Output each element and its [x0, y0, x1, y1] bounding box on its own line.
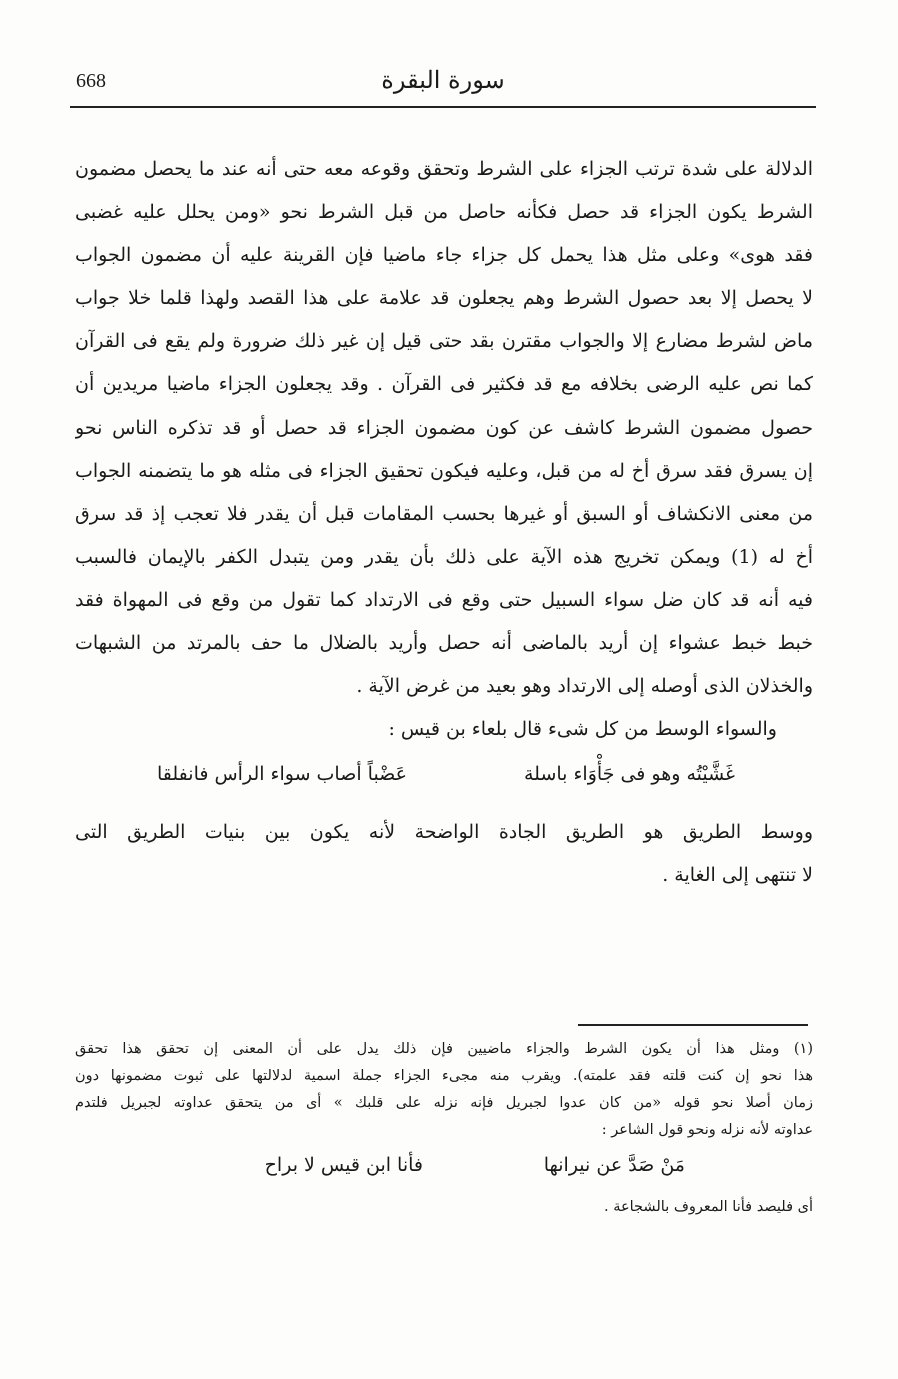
running-title: سورة البقرة: [381, 66, 505, 94]
page-number: 668: [76, 70, 106, 92]
text-line: فيه أنه قد كان ضل سواء السبيل حتى وقع فى الارتداد كما تقول من وقع فى المهواة فقد: [75, 588, 813, 611]
text-line: حصول مضمون الشرط كاشف عن كون مضمون الجزاء قد حصل أو قد تذكره الناس نحو: [75, 416, 813, 439]
footnote-verse-hemistich-first: مَنْ صَدَّ عن نيرانها: [543, 1154, 685, 1176]
text-line: فقد هوى» وعلى مثل هذا يحمل كل جزاء جاء ماضيا فإن القرينة عليه أن مضمون الجواب: [75, 244, 813, 267]
text-line: من معنى الانكشاف أو السبق أو غيرها بحسب المقامات قبل أن يقدر فلا تعجب إذ قد سرق: [75, 502, 813, 525]
text-line: إن يسرق فقد سرق أخ له من قبل، وعليه فيكون تحقيق الجزاء فى مثله هو ما يتضمنه الجواب: [75, 459, 813, 482]
text-line: خبط خبط عشواء إن أريد بالماضى أنه حصل وأريد بالضلال ما حف بالمرتد من الشبهات: [75, 632, 813, 655]
text-line: الدلالة على شدة ترتب الجزاء على الشرط وتحقق وقوعه معه حتى أنه عند ما يحصل مضمون: [75, 158, 813, 180]
verse-intro-line: والسواء الوسط من كل شىء قال بلعاء بن قيس :: [388, 718, 777, 741]
footnote-block: [75, 1036, 813, 1222]
footnote-line: (١) ومثل هذا أن يكون الشرط والجزاء ماضيين فإن ذلك يدل على أن المعنى إن تحقق هذا تحقق: [75, 1041, 813, 1057]
text-line: لا تنتهى إلى الغاية .: [662, 864, 813, 887]
footnote-line: زمان أصلا نحو قوله «من كان عدوا لجبريل فإنه نزله على قلبك » أى من يتحقق عداوته لجبريل فلتدم: [75, 1095, 813, 1111]
footnote-line: عداوته لأنه نزله ونحو قول الشاعر :: [601, 1122, 813, 1138]
footnote-verse: [75, 1144, 813, 1192]
footnote-verse-hemistich-second: فأنا ابن قيس لا براح: [264, 1154, 423, 1176]
verse-hemistich-second: عَضْباً أصاب سواء الرأس فانفلقا: [156, 763, 407, 786]
text-line: ووسط الطريق هو الطريق الجادة الواضحة لأنه يكون بين بنيات الطريق التى: [75, 821, 813, 844]
footnote-closing-line: أى فليصد فأنا المعروف بالشجاعة .: [604, 1199, 813, 1215]
text-line: أخ له (1) ويمكن تخريج هذه الآية على ذلك بأن يقدر ومن يتبدل الكفر بالإيمان فالسبب: [75, 545, 813, 568]
text-line: لا يحصل إلا بعد حصول الشرط وهم يجعلون قد علامة على هذا القصد ولهذا قلما خلا جواب: [75, 287, 813, 310]
text-line: كما نص عليه الرضى بخلافه مع قد فكثير فى القرآن . وقد يجعلون الجزاء ماضيا مريدين أن: [75, 373, 813, 396]
page-header: [70, 62, 816, 102]
text-line: والخذلان الذى أوصله إلى الارتداد وهو بعيد من غرض الآية .: [356, 675, 813, 698]
footnote-line: هذا نحو إن كنت قلته فقد علمته). ويقرب منه مجىء الجزاء جملة اسمية لدلالتها على ثبوت مضمونها دون: [75, 1068, 813, 1084]
verse-hemistich-first: غَشَّيْتُه وهو فى جَأْوَاء باسلة: [523, 763, 735, 786]
poetry-verse: [75, 751, 813, 811]
main-text: [75, 148, 813, 898]
text-line: الشرط يكون الجزاء قد حصل فكأنه حاصل من قبل الشرط نحو «ومن يحلل عليه غضبى: [75, 201, 813, 224]
footnote-rule: [578, 1024, 808, 1026]
text-line: ماض لشرط مضارع إلا والجواب مقترن بقد حتى قيل إن غير ذلك ضرورة ولم يقع فى القرآن: [75, 330, 813, 353]
header-rule: [70, 106, 816, 108]
